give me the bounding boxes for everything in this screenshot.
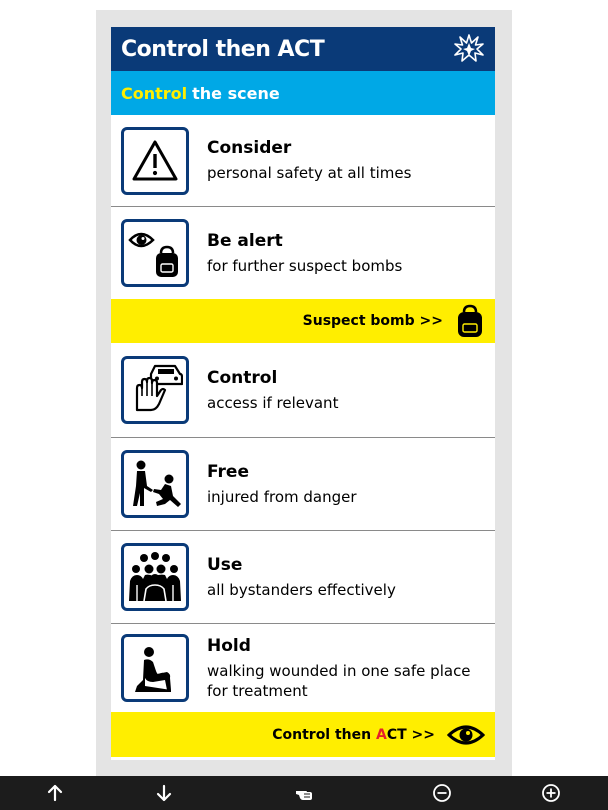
step-title: Hold <box>207 635 251 656</box>
step-be-alert <box>111 207 495 299</box>
step-desc: personal safety at all times <box>207 164 412 182</box>
eye-backpack-icon <box>121 219 189 287</box>
pointer-tool-button[interactable] <box>290 780 318 806</box>
step-desc: injured from danger <box>207 487 357 506</box>
crowd-icon <box>121 543 189 611</box>
page-title: Control then ACT <box>121 36 325 62</box>
step-use <box>111 531 495 624</box>
suspect-bomb-link[interactable] <box>111 299 495 343</box>
document-page[interactable] <box>111 27 495 760</box>
control-then-act-link[interactable] <box>111 712 495 757</box>
step-consider <box>111 115 495 207</box>
title-bar <box>111 27 495 71</box>
zoom-in-icon <box>541 783 561 803</box>
step-control <box>111 343 495 438</box>
zoom-out-icon <box>432 783 452 803</box>
subtitle-bar <box>111 71 495 115</box>
rescue-person-icon <box>121 450 189 518</box>
backpack-icon <box>455 304 485 338</box>
arrow-up-icon <box>45 783 65 803</box>
step-title: Be alert <box>207 230 283 251</box>
eye-icon <box>447 723 485 747</box>
zoom-out-button[interactable] <box>428 780 456 806</box>
viewer-toolbar <box>0 776 608 810</box>
step-title: Free <box>207 461 249 482</box>
subtitle-highlight: Control <box>121 83 188 103</box>
arrow-down-icon <box>154 783 174 803</box>
next-page-button[interactable] <box>150 780 178 806</box>
explosion-icon <box>453 33 485 65</box>
step-desc: access if relevant <box>207 393 339 412</box>
sitting-person-icon <box>121 634 189 702</box>
pointer-hand-icon <box>294 783 314 803</box>
subtitle-rest: the scene <box>192 83 280 103</box>
step-title: Consider <box>207 138 292 158</box>
zoom-in-button[interactable] <box>537 780 565 806</box>
act-link-label: Control then ACT >> <box>272 726 435 743</box>
stop-hand-car-icon <box>121 356 189 424</box>
step-free <box>111 438 495 531</box>
warning-triangle-icon <box>121 127 189 195</box>
step-hold <box>111 624 495 712</box>
step-desc: for further suspect bombs <box>207 256 403 275</box>
step-title: Use <box>207 554 243 575</box>
step-desc: all bystanders effectively <box>207 580 396 599</box>
step-desc-cont: for treatment <box>207 681 308 700</box>
step-desc: walking wounded in one safe place <box>207 661 471 680</box>
suspect-bomb-label: Suspect bomb >> <box>302 313 443 329</box>
previous-page-button[interactable] <box>41 780 69 806</box>
step-title: Control <box>207 367 278 388</box>
